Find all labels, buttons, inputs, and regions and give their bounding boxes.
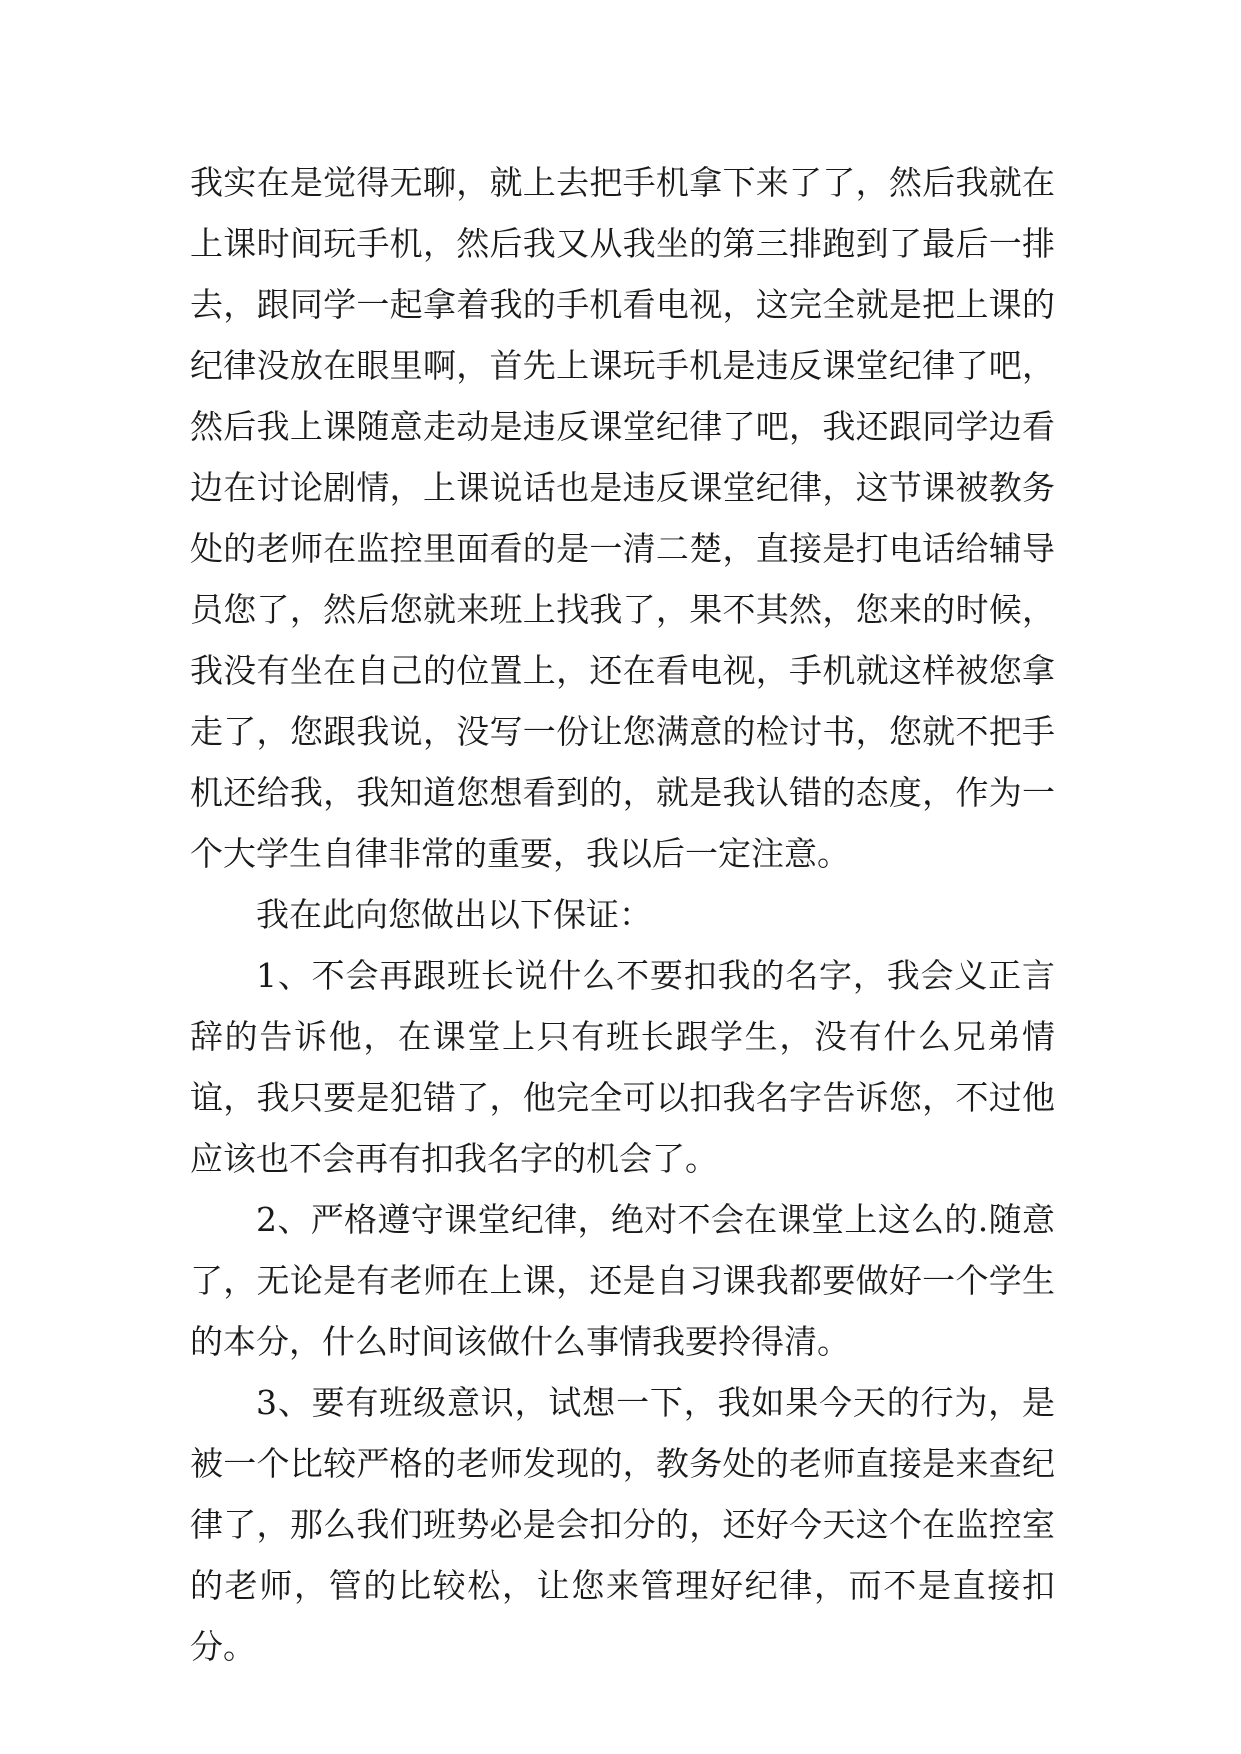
paragraph-4: 2、严格遵守课堂纪律，绝对不会在课堂上这么的.随意了，无论是有老师在上课，还是自习课我都要做好一个学生的本分，什么时间该做什么事情我要拎得清。 [190,1200,1055,1361]
paragraph-1: 我实在是觉得无聊，就上去把手机拿下来了了，然后我就在上课时间玩手机，然后我又从我坐的第三排跑到了最后一排去，跟同学一起拿着我的手机看电视，这完全就是把上课的纪律没放在眼里啊，首先上课玩手机是违反课堂纪律了吧，然后我上课随意走动是违反课堂纪律了吧，我还跟同学边看边在讨论剧情，上课说话也是违反课堂纪律，这节课被教务处的老师在监控里面看的是一清二楚，直接是打电话给辅导员您了，然后您就来班上找我了，果不其然，您来的时候，我没有坐在自己的位置上，还在看电视，手机就这样被您拿走了，您跟我说，没写一份让您满意的检讨书，您就不把手机还给我，我知道您想看到的，就是我认错的态度，作为一个大学生自律非常的重要，我以后一定注意。 [190,163,1055,873]
paragraph-2: 我在此向您做出以下保证： [256,895,652,934]
paragraph-3: 1、不会再跟班长说什么不要扣我的名字，我会义正言辞的告诉他，在课堂上只有班长跟学生，没有什么兄弟情谊，我只要是犯错了，他完全可以扣我名字告诉您，不过他应该也不会再有扣我名字的机会了。 [190,956,1055,1178]
document-body [190,152,1055,1677]
paragraph-5: 3、要有班级意识，试想一下，我如果今天的行为，是被一个比较严格的老师发现的，教务处的老师直接是来查纪律了，那么我们班势必是会扣分的，还好今天这个在监控室的老师，管的比较松，让您来管理好纪律，而不是直接扣分。 [190,1383,1055,1666]
